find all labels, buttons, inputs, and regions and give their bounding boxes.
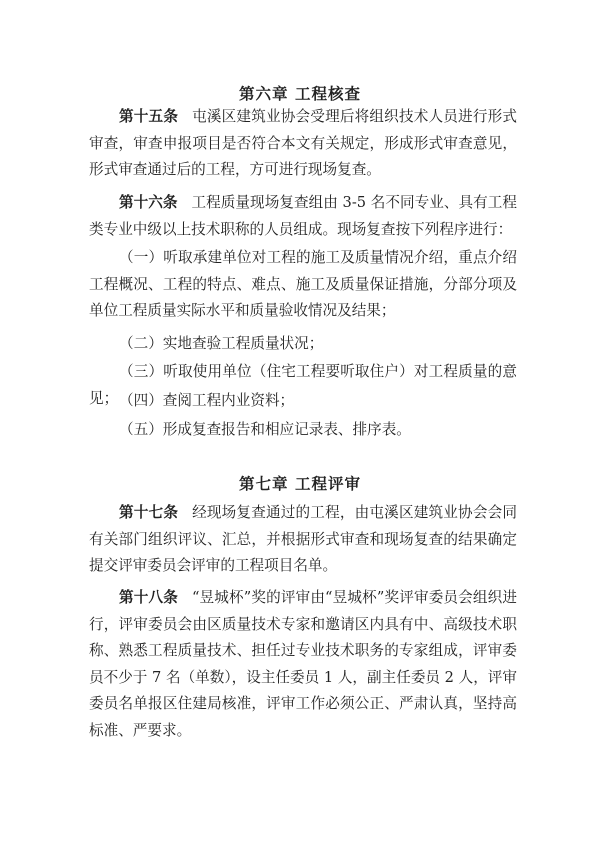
article-16-text: 工程质量现场复查组由 3-5 名不同专业、具有工程类专业中级以上技术职称的人员组成。现场复查按下列程序进行：: [89, 194, 517, 238]
procedure-item-5: （五）形成复查报告和相应记录表、排序表。: [119, 421, 411, 438]
procedure-item-3: （三）听取使用单位（住宅工程要听取住户）对工程质量的意见；: [89, 363, 517, 407]
article-15: [89, 104, 517, 184]
article-18: [89, 585, 517, 745]
article-17-number: 第十七条: [119, 504, 179, 521]
procedure-item-1: （一）听取承建单位对工程的施工及质量情况介绍，重点介绍工程概况、工程的特点、难点、施工及质量保证措施，分部分项及单位工程质量实际水平和质量验收情况及结果；: [89, 249, 517, 320]
article-16: [89, 190, 517, 243]
chapter-6-title: 第六章 工程核查: [239, 84, 361, 103]
procedure-item-2: （二）实地查验工程质量状况；: [119, 335, 324, 352]
article-18-text: “昱城杯”奖的评审由“昱城杯”奖评审委员会组织进行，评审委员会由区质量技术专家和邀请区内具有中、高级技术职称、熟悉工程质量技术、担任过专业技术职务的专家组成，评审委员不少于 7 名（单数），设主任委员 1 人，副主任委员 2 人，评审委员名单报区住建局核准，评审工作必须公正、严肃认真，坚持高标准、严要求。: [89, 589, 517, 739]
article-17: [89, 500, 517, 580]
chapter-7-title: 第七章 工程评审: [239, 474, 361, 493]
article-18-number: 第十八条: [119, 589, 178, 606]
article-15-text: 屯溪区建筑业协会受理后将组织技术人员进行形式审查，审查申报项目是否符合本文有关规定，形成形式审查意见，形式审查通过后的工程，方可进行现场复查。: [89, 108, 517, 179]
article-15-number: 第十五条: [119, 108, 179, 125]
article-17-text: 经现场复查通过的工程，由屯溪区建筑业协会会同有关部门组织评议、汇总，并根据形式审查和现场复查的结果确定提交评审委员会评审的工程项目名单。: [89, 504, 517, 575]
procedure-item-4: （四）查阅工程内业资料；: [119, 392, 295, 409]
article-16-number: 第十六条: [119, 194, 178, 211]
